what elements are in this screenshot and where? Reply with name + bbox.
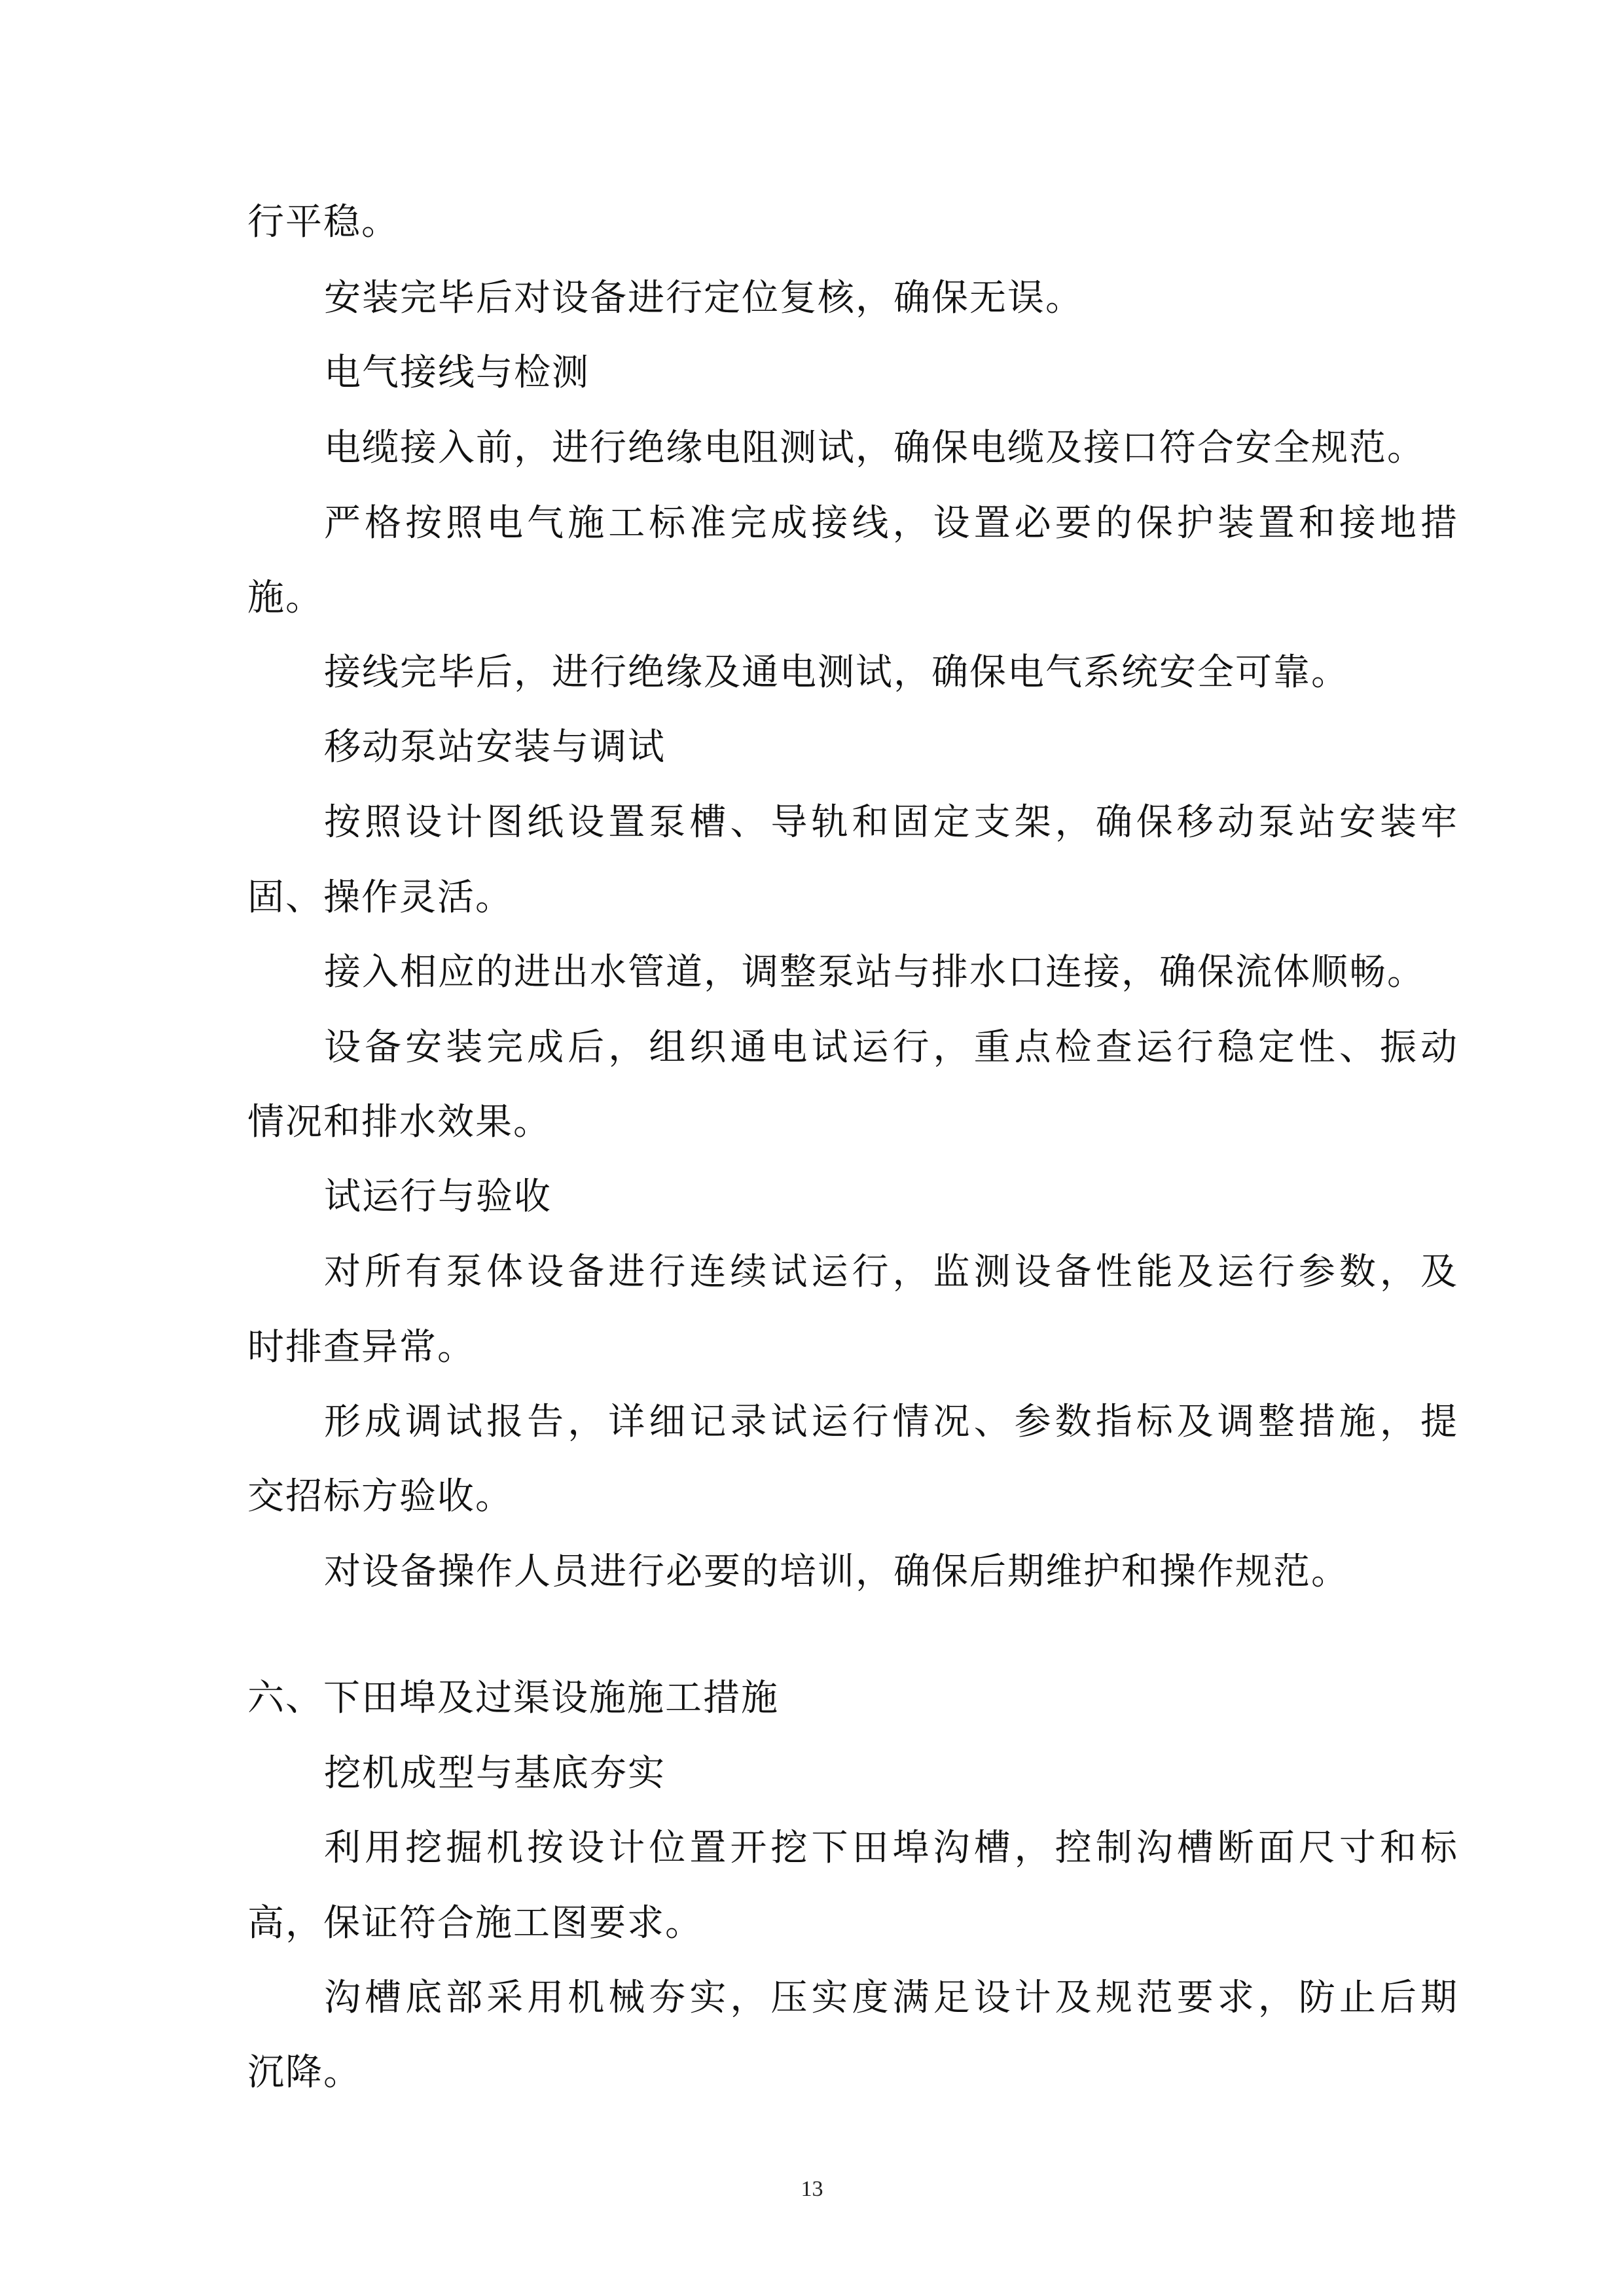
- subheading-mobile-pump-station: 移动泵站安装与调试: [324, 726, 666, 768]
- paragraph-line: 利用挖掘机按设计位置开挖下田埠沟槽，控制沟槽断面尺寸和标: [324, 1827, 1458, 1869]
- paragraph-continuation: 交招标方验收。: [247, 1475, 513, 1518]
- paragraph-continuation: 沉降。: [247, 2051, 361, 2094]
- subheading-electrical-wiring: 电气接线与检测: [324, 351, 590, 394]
- subheading-trial-run-acceptance: 试运行与验收: [324, 1175, 552, 1218]
- paragraph: 对设备操作人员进行必要的培训，确保后期维护和操作规范。: [324, 1551, 1349, 1593]
- paragraph-line: 按照设计图纸设置泵槽、导轨和固定支架，确保移动泵站安装牢: [324, 801, 1458, 844]
- paragraph-line: 设备安装完成后，组织通电试运行，重点检查运行稳定性、振动: [324, 1026, 1458, 1069]
- paragraph-line: 沟槽底部采用机械夯实，压实度满足设计及规范要求，防止后期: [324, 1977, 1458, 2019]
- paragraph-continuation: 行平稳。: [247, 201, 399, 243]
- paragraph-continuation: 施。: [247, 577, 323, 619]
- page-number: 13: [801, 2177, 823, 2201]
- paragraph-continuation: 固、操作灵活。: [247, 876, 513, 919]
- paragraph-line: 严格按照电气施工标准完成接线，设置必要的保护装置和接地措: [324, 502, 1458, 545]
- paragraph: 安装完毕后对设备进行定位复核，确保无误。: [324, 277, 1083, 319]
- paragraph-continuation: 高，保证符合施工图要求。: [247, 1902, 703, 1945]
- paragraph: 接线完毕后，进行绝缘及通电测试，确保电气系统安全可靠。: [324, 651, 1349, 694]
- paragraph: 电缆接入前，进行绝缘电阻测试，确保电缆及接口符合安全规范。: [324, 427, 1425, 469]
- paragraph: 接入相应的进出水管道，调整泵站与排水口连接，确保流体顺畅。: [324, 951, 1425, 994]
- subheading-excavation-compaction: 挖机成型与基底夯实: [324, 1752, 666, 1795]
- section-heading-six: 六、下田埠及过渠设施施工措施: [247, 1677, 779, 1719]
- paragraph-continuation: 情况和排水效果。: [247, 1101, 551, 1143]
- paragraph-line: 形成调试报告，详细记录试运行情况、参数指标及调整措施，提: [324, 1401, 1458, 1443]
- paragraph-line: 对所有泵体设备进行连续试运行，监测设备性能及运行参数，及: [324, 1251, 1458, 1293]
- paragraph-continuation: 时排查异常。: [247, 1326, 475, 1369]
